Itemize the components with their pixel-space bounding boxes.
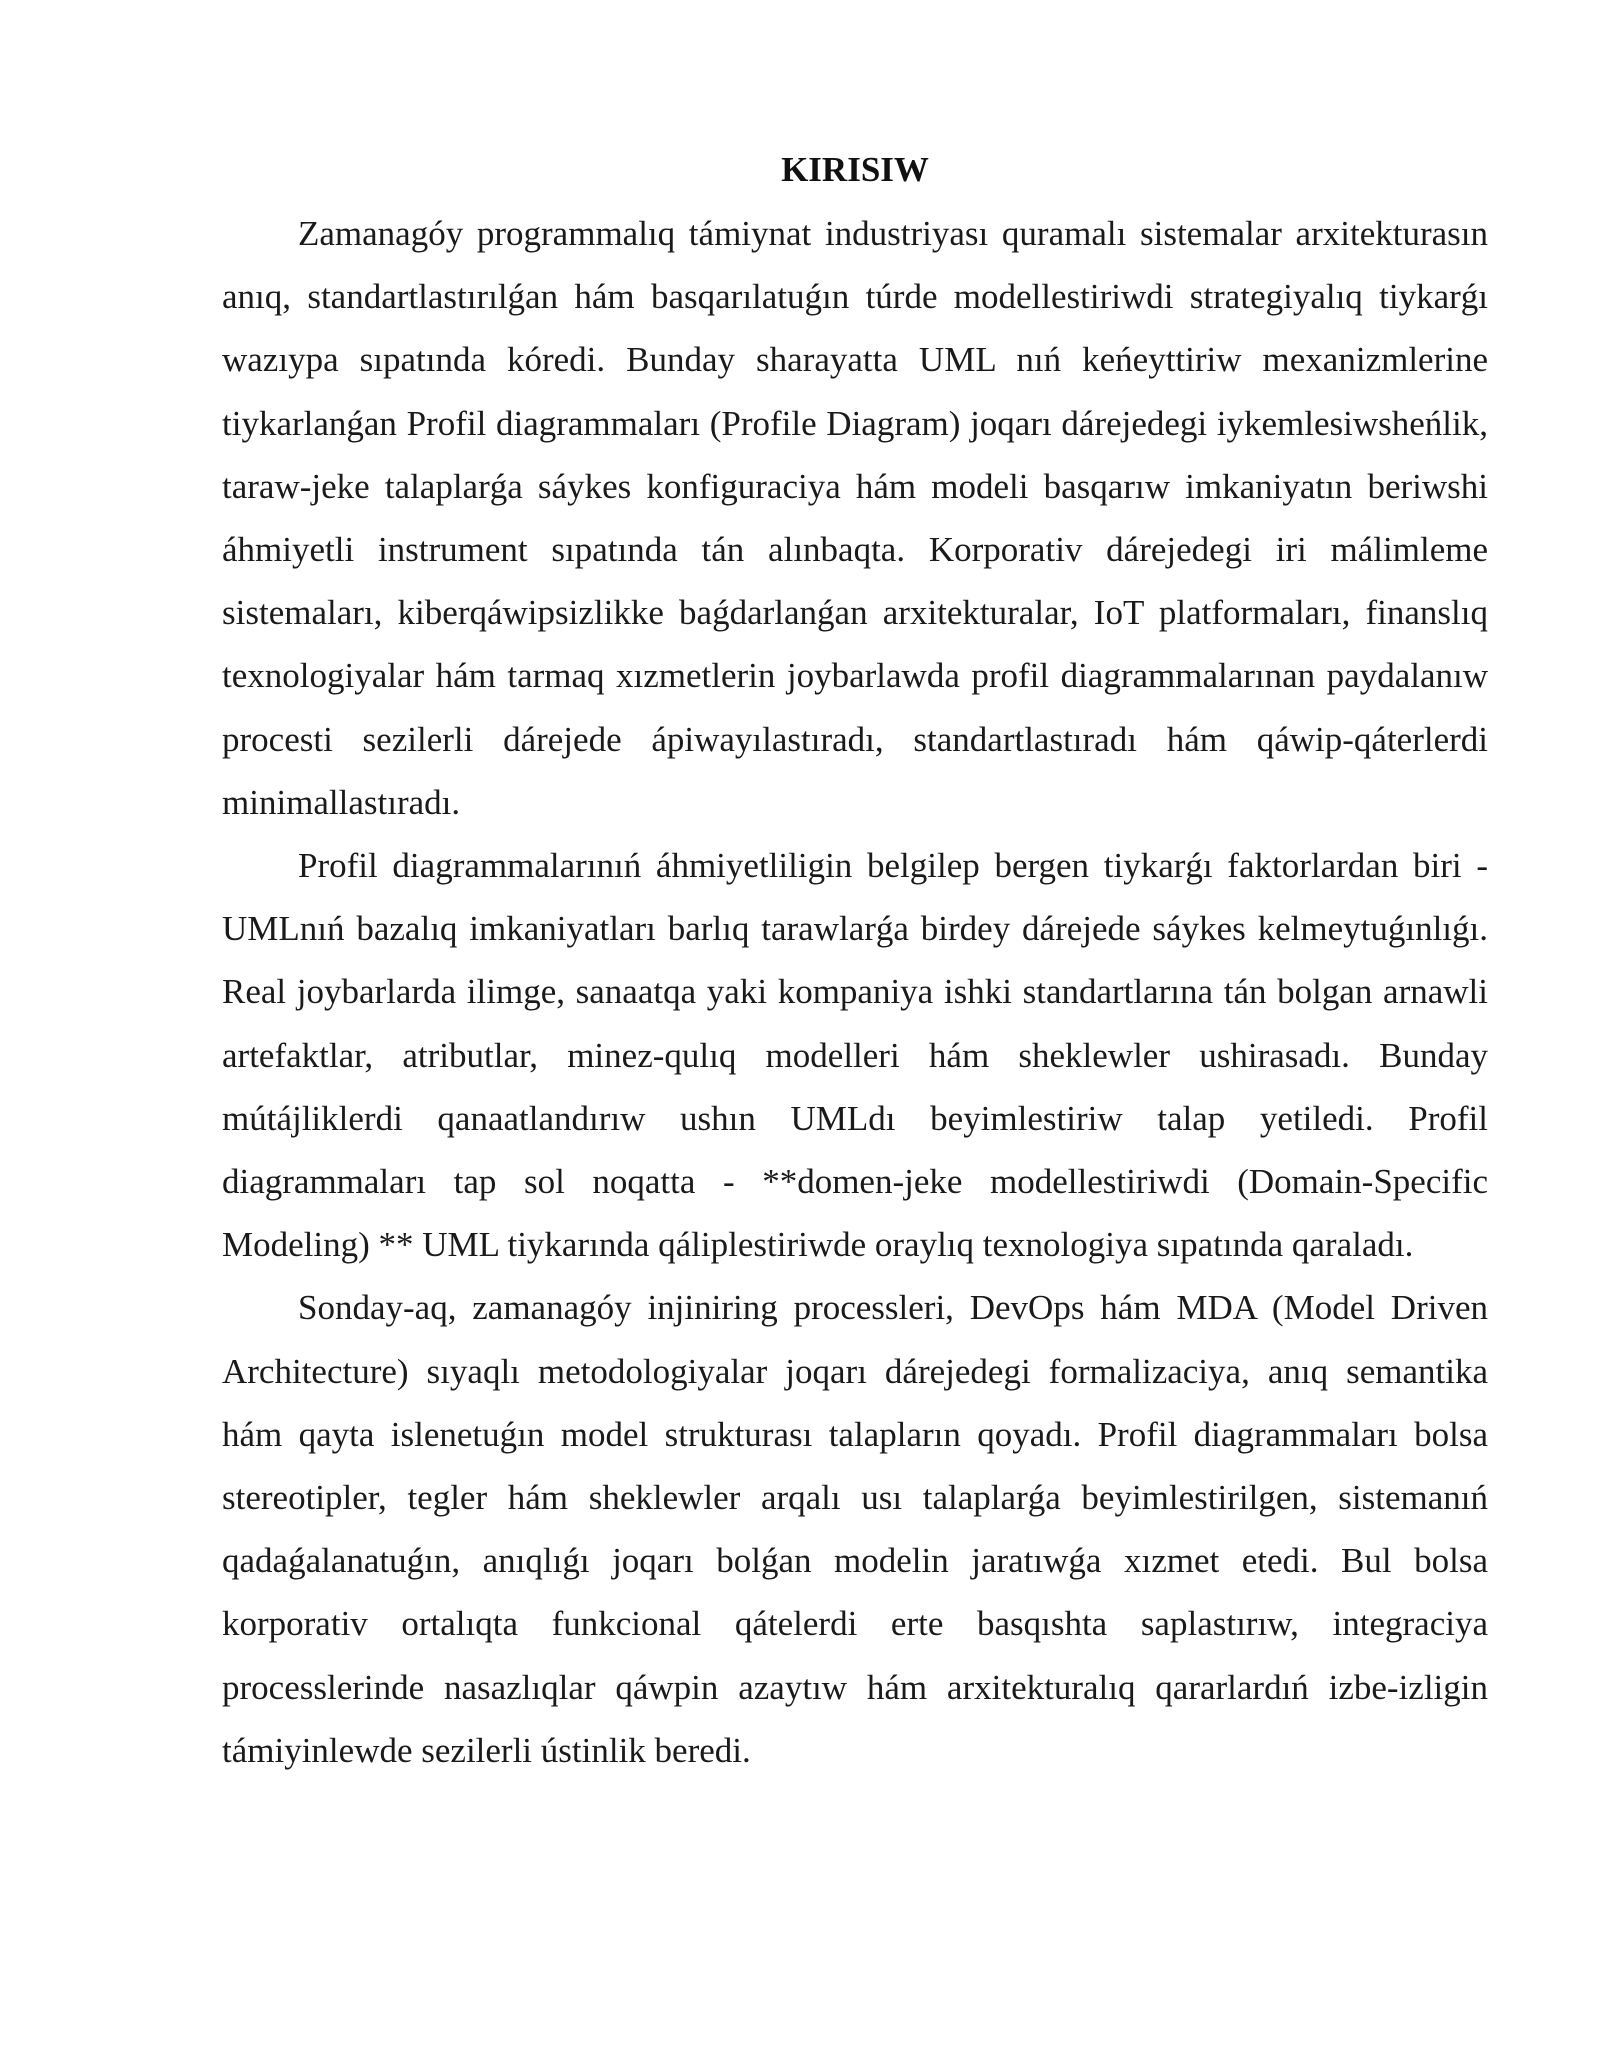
paragraph-1: Zamanagóy programmalıq támiynat industriyası quramalı sistemalar arxitekturasın anıq, standartlastırılǵan hám basqarılatuǵın túrde modellestiriwdi strategiyalıq tiykarǵı wazıypa sıpatında kóredi. Bunday sharayatta UML nıń keńeyttiriw mexanizmlerine tiykarlanǵan Profil diagrammaları (Profile Diagram) joqarı dárejedegi iykemlesiwsheńlik, taraw-jeke talaplarǵa sáykes konfiguraciya hám modeli basqarıw imkaniyatın beriwshi áhmiyetli instrument sıpatında tán alınbaqta. Korporativ dárejedegi iri málimleme sistemaları, kiberqáwipsizlikke baǵdarlanǵan arxitekturalar, IoT platformaları, finanslıq texnologiyalar hám tarmaq xızmetlerin joybarlawda profil diagrammalarınan paydalanıw procesti sezilerli dárejede ápiwayılastıradı, standartlastıradı hám qáwip-qáterlerdi minimallastıradı. [222, 214, 1488, 822]
page-title: KIRISIW [781, 150, 929, 189]
document-body [222, 146, 1488, 1782]
paragraph-2: Profil diagrammalarınıń áhmiyetliligin belgilep bergen tiykarǵı faktorlardan biri - UMLnıń bazalıq imkaniyatları barlıq tarawlarǵa birdey dárejede sáykes kelmeytuǵınlıǵı. Real joybarlarda ilimge, sanaatqa yaki kompaniya ishki standartlarına tán bolgan arnawli artefaktlar, atributlar, minez-qulıq modelleri hám sheklewler ushirasadı. Bunday mútájliklerdi qanaatlandırıw ushın UMLdı beyimlestiriw talap yetiledi. Profil diagrammaları tap sol noqatta - **domen-jeke modellestiriwdi (Domain-Specific Modeling) ** UML tiykarında qáliplestiriwde oraylıq texnologiya sıpatında qaraladı. [222, 846, 1488, 1265]
paragraph-3: Sonday-aq, zamanagóy injiniring processleri, DevOps hám MDA (Model Driven Architecture) sıyaqlı metodologiyalar joqarı dárejedegi formalizaciya, anıq semantika hám qayta islenetuǵın model strukturası talapların qoyadı. Profil diagrammaları bolsa stereotipler, tegler hám sheklewler arqalı usı talaplarǵa beyimlestirilgen, sistemanıń qadaǵalanatuǵın, anıqlıǵı joqarı bolǵan modelin jaratıwǵa xızmet etedi. Bul bolsa korporativ ortalıqta funkcional qátelerdi erte basqıshta saplastırıw, integraciya processlerinde nasazlıqlar qáwpin azaytıw hám arxitekturalıq qararlardıń izbe-izligin támiyinlewde sezilerli ústinlik beredi. [222, 1288, 1488, 1770]
